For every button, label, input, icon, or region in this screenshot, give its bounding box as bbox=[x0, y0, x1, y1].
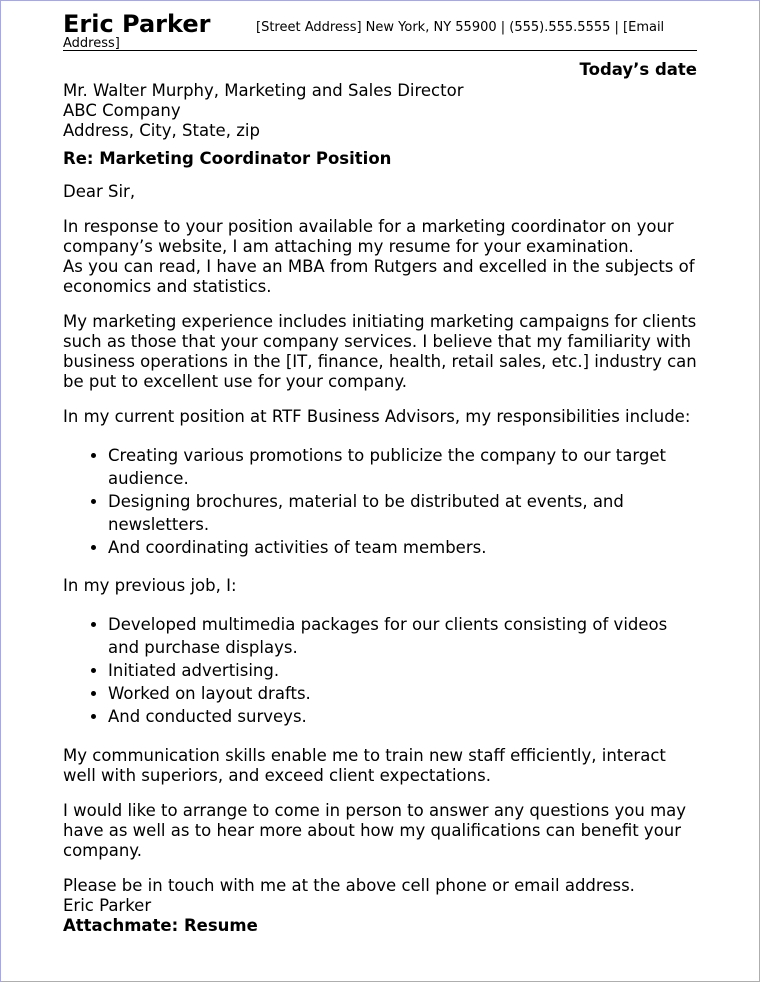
list-item: • And coordinating activities of team members. bbox=[108, 536, 697, 559]
list-item: • Developed multimedia packages for our clients consisting of videos and purchase displays. bbox=[108, 613, 697, 659]
current-responsibilities-list bbox=[63, 444, 697, 559]
subject-line: Re: Marketing Coordinator Position bbox=[63, 149, 392, 168]
recipient-company: ABC Company bbox=[63, 101, 181, 120]
list-item: • Designing brochures, material to be distributed at events, and newsletters. bbox=[108, 490, 697, 536]
intro-paragraph: In response to your position available for a marketing coordinator on your company’s website, I am attaching my resume for your examination. bbox=[63, 217, 674, 256]
recipient-address: Address, City, State, zip bbox=[63, 121, 260, 140]
sender-contact: [Street Address] New York, NY 55900 | (555).555.5555 | [Email Address] bbox=[63, 20, 665, 51]
education-paragraph: As you can read, I have an MBA from Rutgers and excelled in the subjects of economics and statistics. bbox=[63, 257, 695, 296]
letterhead bbox=[63, 10, 697, 51]
signature-name: Eric Parker bbox=[63, 896, 152, 915]
list-item: • And conducted surveys. bbox=[108, 705, 697, 728]
meeting-request-paragraph: I would like to arrange to come in person to answer any questions you may have as well as to hear more about how my qualifications can benefit your company. bbox=[63, 801, 687, 860]
closing-block bbox=[63, 876, 697, 936]
experience-paragraph: My marketing experience includes initiating marketing campaigns for clients such as those that your company services. I believe that my familiarity with business operations in the [IT, finance, health, retail sales, etc.] industry can be put to excellent use for your company. bbox=[63, 312, 697, 391]
skills-paragraph: My communication skills enable me to train new staff efficiently, interact well with superiors, and exceed client expectations. bbox=[63, 746, 666, 785]
recipient-name: Mr. Walter Murphy, Marketing and Sales Director bbox=[63, 81, 464, 100]
current-position-paragraph: In my current position at RTF Business Advisors, my responsibilities include: bbox=[63, 407, 691, 426]
list-item: • Creating various promotions to publicize the company to our target audience. bbox=[108, 444, 697, 490]
list-item: • Worked on layout drafts. bbox=[108, 682, 697, 705]
recipient-block bbox=[63, 81, 697, 141]
previous-job-list bbox=[63, 613, 697, 728]
salutation: Dear Sir, bbox=[63, 182, 136, 201]
list-item: • Initiated advertising. bbox=[108, 659, 697, 682]
attachment-note: Attachmate: Resume bbox=[63, 916, 258, 935]
closing-line: Please be in touch with me at the above cell phone or email address. bbox=[63, 876, 635, 895]
previous-job-paragraph: In my previous job, I: bbox=[63, 576, 237, 595]
cover-letter bbox=[63, 10, 697, 936]
letter-date: Today’s date bbox=[579, 60, 697, 79]
sender-name: Eric Parker bbox=[63, 10, 211, 38]
